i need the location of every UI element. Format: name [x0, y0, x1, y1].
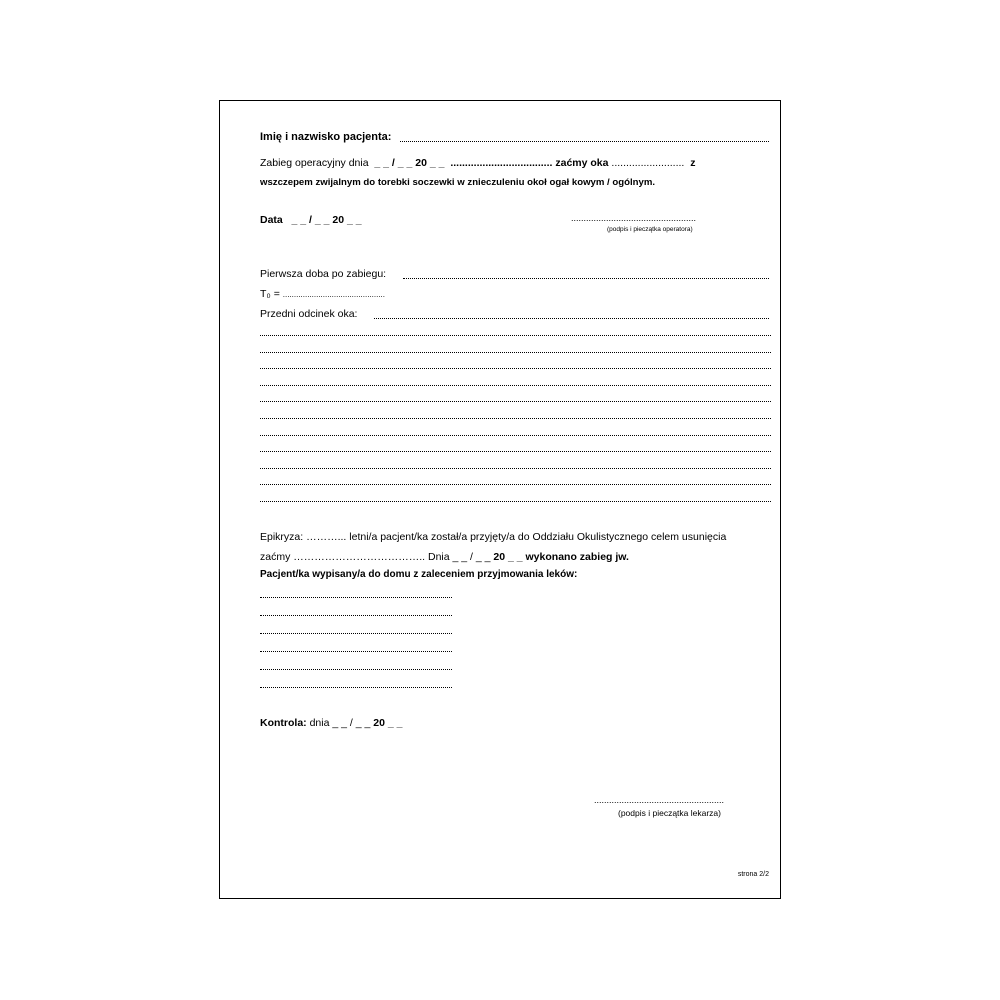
epicrisis-cataract-text: zaćmy ……………………………….. Dnia _ _ / _ _ — [260, 551, 491, 563]
procedure-dots[interactable]: ................................... — [450, 157, 553, 169]
notes-line[interactable] — [260, 368, 771, 369]
procedure-date[interactable]: _ _ / _ _ 20 _ _ — [374, 157, 445, 169]
temperature-line — [260, 288, 385, 301]
date-label: Data — [260, 214, 283, 226]
epicrisis-year[interactable]: 20 _ _ — [493, 551, 523, 563]
procedure-line-2: wszczepem zwijalnym do torebki soczewki w znieczuleniu okoł ogał kowym / ogólnym. — [260, 177, 656, 188]
operator-signature-dots[interactable]: .................................................. — [571, 213, 697, 223]
control-label: Kontrola: — [260, 717, 307, 729]
epicrisis-line-1: Epikryza: ………... letni/a pacjent/ka został/a przyjęty/a do Oddziału Okulistycznego celem usunięcia — [260, 531, 727, 543]
temperature-dots[interactable]: .............................................. — [282, 290, 385, 299]
epicrisis-procedure-done: wykonano zabieg jw. — [525, 551, 629, 563]
notes-line[interactable] — [260, 385, 771, 386]
notes-line[interactable] — [260, 435, 771, 436]
operator-signature-caption: (podpis i pieczątka operatora) — [607, 226, 693, 233]
control-year[interactable]: 20 _ _ — [373, 717, 403, 729]
discharge-label: Pacjent/ka wypisany/a do domu z zaleceniem przyjmowania leków: — [260, 569, 578, 580]
medication-line[interactable] — [260, 687, 452, 688]
patient-name-field[interactable] — [400, 141, 769, 142]
doctor-signature-dots[interactable]: .................................................... — [594, 795, 725, 805]
control-date-month[interactable]: _ _ — [355, 717, 371, 729]
notes-line[interactable] — [260, 501, 771, 502]
notes-line[interactable] — [260, 468, 771, 469]
epicrisis-line-2 — [260, 551, 629, 563]
date-value[interactable]: _ _ / _ _ 20 _ _ — [291, 214, 362, 226]
control-date[interactable]: dnia _ _ / — [309, 717, 353, 729]
procedure-line-1 — [260, 157, 695, 169]
control-line — [260, 717, 402, 729]
medication-line[interactable] — [260, 633, 452, 634]
procedure-prefix: Zabieg operacyjny dnia — [260, 157, 369, 169]
notes-line[interactable] — [260, 352, 771, 353]
medication-line[interactable] — [260, 669, 452, 670]
procedure-eye-dots[interactable]: ......................... — [611, 157, 685, 169]
first-day-label: Pierwsza doba po zabiegu: — [260, 268, 387, 280]
anterior-segment-field[interactable] — [374, 318, 769, 319]
date-line — [260, 214, 362, 226]
temperature-label: T₀ = — [260, 288, 280, 300]
notes-line[interactable] — [260, 484, 771, 485]
anterior-segment-label: Przedni odcinek oka: — [260, 308, 358, 320]
first-day-field[interactable] — [403, 278, 769, 279]
procedure-z: z — [690, 157, 696, 169]
notes-line[interactable] — [260, 451, 771, 452]
medication-line[interactable] — [260, 597, 452, 598]
notes-line[interactable] — [260, 335, 771, 336]
notes-line[interactable] — [260, 418, 771, 419]
notes-line[interactable] — [260, 401, 771, 402]
doctor-signature-caption: (podpis i pieczątka lekarza) — [618, 808, 721, 818]
procedure-cataract-label: zaćmy oka — [555, 157, 609, 169]
patient-name-label: Imię i nazwisko pacjenta: — [260, 131, 392, 143]
medication-line[interactable] — [260, 615, 452, 616]
page-number: strona 2/2 — [737, 871, 769, 878]
form-page — [219, 100, 781, 899]
medication-line[interactable] — [260, 651, 452, 652]
